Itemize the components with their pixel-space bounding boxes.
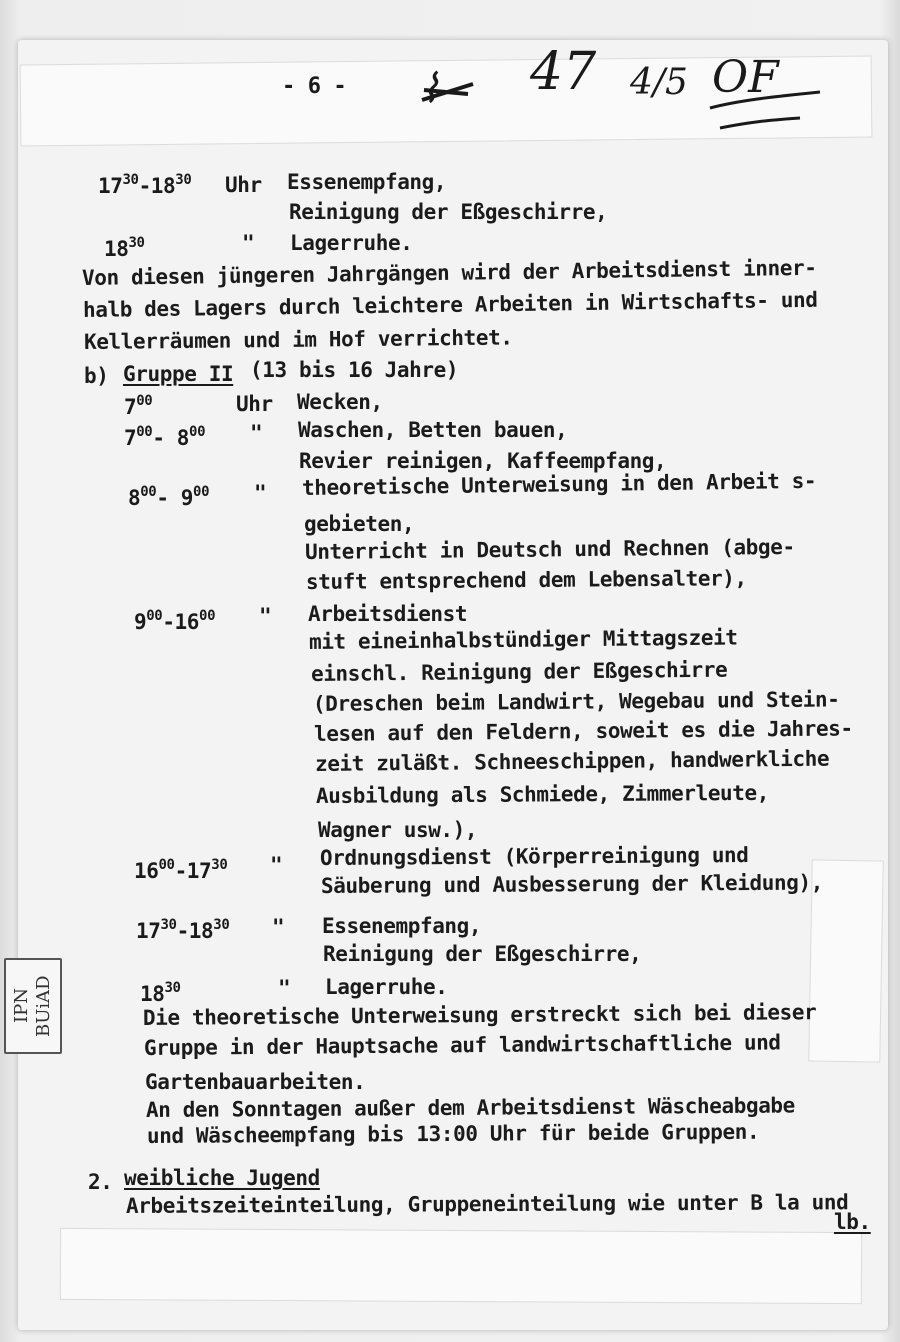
page-number: - 6 - [282,74,347,99]
tape-strip-bottom [60,1228,862,1304]
handwritten-fraction: 4/5 [630,62,688,103]
schedule-line: Lagerruhe. [290,231,413,255]
handwritten-strikeout-mark: ⌇ [420,66,440,112]
time-900-1600: $9^{00}-16^{00}$ [134,608,216,634]
handwritten-number: 47 [530,42,597,102]
paragraph-line: und Wäscheempfang bis 13:00 Uhr für beide Gruppen. [146,1119,760,1148]
signature-underline-icon [700,60,830,140]
schedule-line: gebieten, [304,512,415,536]
handwritten-initials: OF [712,52,779,103]
schedule-line: Arbeitsdienst [308,602,468,626]
time-1730-1830: $17^{30}-18^{30}$ [98,172,192,198]
ditto-mark: " [242,231,255,255]
time-1730-1830: $17^{30}-18^{30}$ [136,917,230,943]
schedule-line: Reinigung der Eßgeschirre, [289,200,608,224]
archive-stamp: IPN BUiAD [4,958,62,1054]
strikeout-scribble-icon [418,70,478,110]
time-800-900: $8^{00}-$ $9^{00}$ [128,484,210,510]
paragraph-line: Die theoretische Unterweisung erstreckt sich bei dieser [142,1000,817,1030]
schedule-line: Säuberung und Ausbesserung der Kleidung), [320,870,824,898]
paragraph-line: Gruppe in der Hauptsache auf landwirtschaftliche und [143,1030,781,1060]
schedule-line: zeit zuläßt. Schneeschippen, handwerkliche [314,746,830,776]
time-unit: Uhr [236,392,273,416]
schedule-line: mit eineinhalbstündiger Mittagszeit [308,625,738,654]
time-700: $7^{00}$ [124,393,153,419]
time-1600-1730: $16^{00}-17^{30}$ [134,857,228,883]
paragraph-line: An den Sonntagen außer dem Arbeitsdienst Wäscheabgabe [145,1093,795,1122]
ditto-mark: " [259,604,272,628]
ditto-mark: " [270,853,283,877]
schedule-line: Revier reinigen, Kaffeempfang, [299,449,667,473]
section-prefix: b) [84,364,109,388]
paragraph-line: Arbeitszeiteinteilung, Gruppeneinteilung wie unter B la und [125,1190,849,1218]
paragraph-line: Von diesen jüngeren Jahrgängen wird der Arbeitsdienst inner- [81,255,817,290]
time-1830: $18^{30}$ [140,980,181,1006]
paragraph-line-end: lb. [834,1210,871,1234]
section-heading: weibliche Jugend [124,1166,320,1190]
paragraph-line: Gartenbauarbeiten. [145,1070,366,1094]
schedule-line: Waschen, Betten bauen, [298,418,568,442]
time-700-800: $7^{00}-$ $8^{00}$ [124,424,206,450]
schedule-line: (Dreschen beim Landwirt, Wegebau und Stein- [312,687,840,716]
schedule-line: theoretische Unterweisung in den Arbeit s- [301,468,817,500]
schedule-line: stuft entsprechend dem Lebensalter), [305,566,747,594]
ditto-mark: " [250,421,263,445]
schedule-line: Ausbildung als Schmiede, Zimmerleute, [315,780,770,808]
time-1830: $18^{30}$ [104,235,145,261]
schedule-line: Reinigung der Eßgeschirre, [323,942,642,966]
schedule-line: Essenempfang, [322,914,482,938]
ditto-mark: " [272,915,285,939]
ditto-mark: " [278,976,291,1000]
schedule-line: Unterricht in Deutsch und Rechnen (abge- [304,534,795,564]
schedule-line: Lagerruhe. [325,975,448,999]
schedule-line: einschl. Reinigung der Eßgeschirre [310,657,728,686]
time-unit: Uhr [225,173,262,197]
schedule-line: Wagner usw.), [318,818,478,842]
paragraph-line: halb des Lagers durch leichtere Arbeiten in Wirtschafts- und [82,287,818,322]
schedule-line: Wecken, [297,390,383,414]
group-heading: Gruppe II [123,362,234,386]
schedule-line: Ordnungsdienst (Körperreinigung und [319,843,749,870]
schedule-line: lesen auf den Feldern, soweit es die Jahres- [313,716,853,746]
group-age-range: (13 bis 16 Jahre) [250,358,459,382]
ditto-mark: " [254,481,267,505]
paragraph-line: Kellerräumen und im Hof verrichtet. [83,325,513,354]
section-number: 2. [88,1170,113,1194]
schedule-line: Essenempfang, [287,170,447,194]
